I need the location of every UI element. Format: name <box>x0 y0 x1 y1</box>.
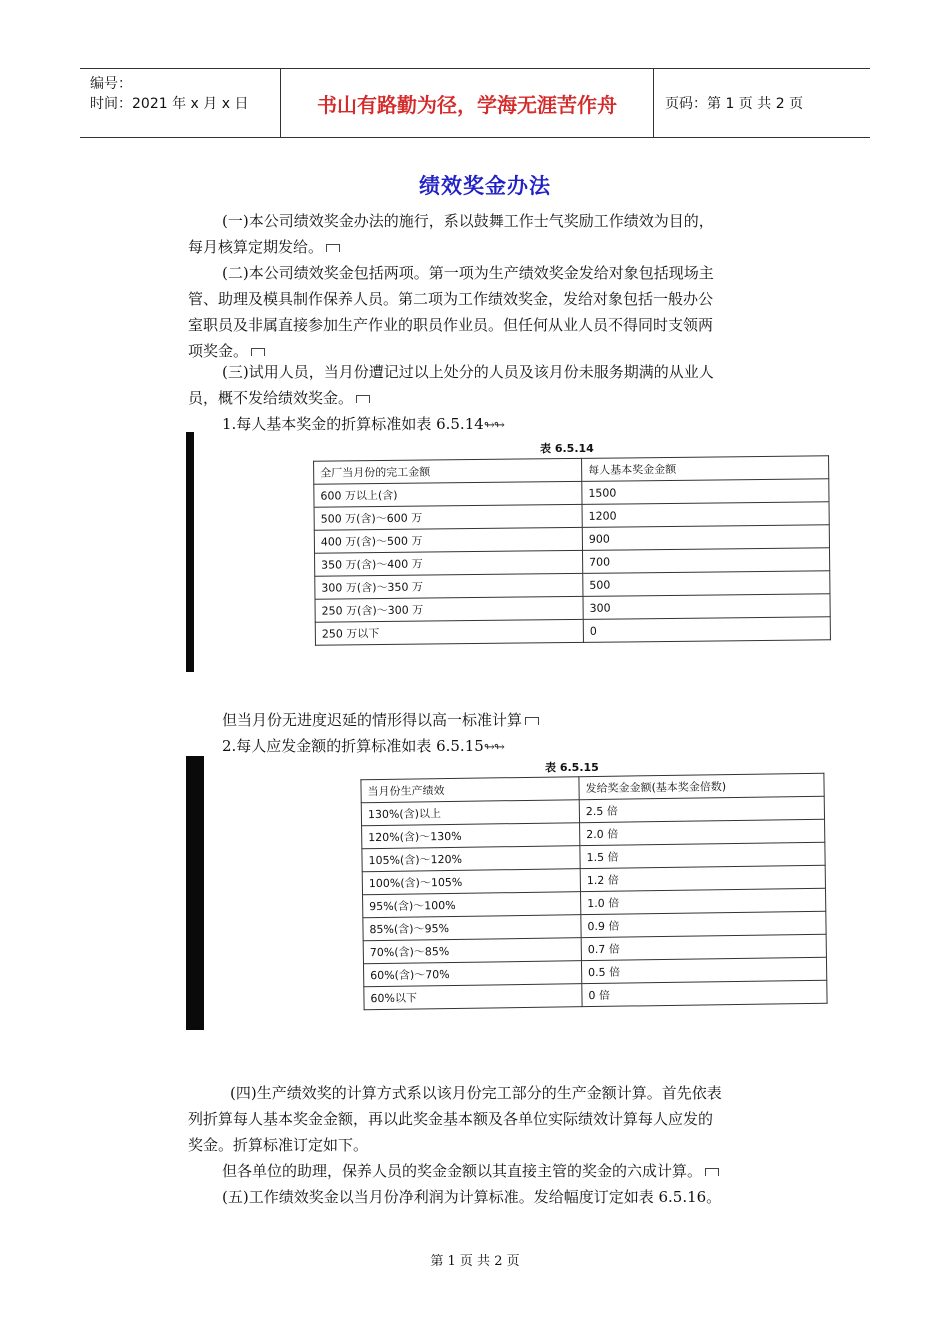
table-cell: 300 <box>583 594 830 620</box>
table-cell: 0 <box>583 617 830 643</box>
table-cell: 1.5 倍 <box>580 842 825 868</box>
table-cell: 500 万(含)～600 万 <box>314 504 582 530</box>
table-header-cell: 当月份生产绩效 <box>361 777 579 803</box>
paragraph-mark-icon <box>525 717 539 725</box>
table-cell: 1500 <box>582 479 829 505</box>
table-cell: 600 万以上(含) <box>314 481 582 507</box>
table-cell: 0.5 倍 <box>581 957 826 983</box>
table-cell: 130%(含)以上 <box>361 800 579 826</box>
doc-number-label: 编号： <box>90 76 132 92</box>
table1-caption: 表 6.5.14 <box>540 442 594 455</box>
table-header-cell: 每人基本奖金金额 <box>582 456 829 482</box>
table-cell: 0.9 倍 <box>581 911 826 937</box>
p1-line2-wrap <box>188 234 788 260</box>
table-cell: 250 万(含)～300 万 <box>315 596 583 622</box>
table2-caption: 表 6.5.15 <box>545 761 599 774</box>
p2-line2: 管、助理及模具制作保养人员。第二项为工作绩效奖金，发给对象包括一般办公 <box>188 290 714 308</box>
p4-line3: 奖金。折算标准订定如下。 <box>188 1136 369 1154</box>
note1-text: 但当月份无进度迟延的情形得以高一标准计算 <box>222 711 523 729</box>
p2-line4: 项奖金。 <box>188 342 249 360</box>
header-motto: 书山有路勤为径，学海无涯苦作舟 <box>280 69 654 137</box>
item1-wrap <box>188 411 788 439</box>
p2-line3: 室职员及非属直接参加生产作业的职员作业员。但任何从业人员不得同时支领两 <box>188 316 714 334</box>
p1-line2: 每月核算定期发给。 <box>188 238 324 256</box>
table-cell: 250 万以下 <box>315 619 583 645</box>
table-header-cell: 发给奖金金额(基本奖金倍数) <box>579 773 824 799</box>
table-cell: 100%(含)～105% <box>362 869 580 895</box>
table-6-5-14 <box>313 455 831 645</box>
item2-text: 2.每人应发金额的折算标准如表 6.5.15 <box>222 737 484 755</box>
page-header <box>80 68 870 138</box>
table-cell: 0.7 倍 <box>581 934 826 960</box>
p2-line1: (二)本公司绩效奖金包括两项。第一项为生产绩效奖金发给对象包括现场主 <box>222 264 714 282</box>
item2-wrap <box>188 733 788 761</box>
scan-edge-bar <box>186 756 204 1030</box>
item1-text: 1.每人基本奖金的折算标准如表 6.5.14 <box>222 415 484 433</box>
table-cell: 105%(含)～120% <box>362 846 580 872</box>
doc-title: 绩效奖金办法 <box>419 173 551 198</box>
p4-note: 但各单位的助理，保养人员的奖金金额以其直接主管的奖金的六成计算。 <box>222 1162 703 1180</box>
p3-line2: 员，概不发给绩效奖金。 <box>188 389 354 407</box>
p5-line1: (五)工作绩效奖金以当月份净利润为计算标准。发给幅度订定如表 6.5.16。 <box>222 1188 722 1206</box>
header-meta <box>80 69 280 137</box>
paragraph-mark-icon <box>705 1168 719 1176</box>
table-cell: 500 <box>583 571 830 597</box>
table-6-5-15 <box>360 773 827 1010</box>
paragraph-mark-icon <box>326 244 340 252</box>
scan-edge-bar <box>186 432 194 672</box>
table-cell: 1200 <box>582 502 829 528</box>
note1-wrap <box>188 707 788 733</box>
link-marks-icon: ↬↬ <box>483 740 504 755</box>
p3-line2-wrap <box>188 385 788 411</box>
p1-line1: (一)本公司绩效奖金办法的施行，系以鼓舞工作士气奖励工作绩效为目的， <box>222 212 714 230</box>
table-row <box>315 617 830 645</box>
table-cell: 60%以下 <box>364 984 582 1010</box>
page-footer: 第 1 页 共 2 页 <box>430 1254 520 1269</box>
table-cell: 400 万(含)～500 万 <box>314 527 582 553</box>
p4-line2: 列折算每人基本奖金金额，再以此奖金基本额及各单位实际绩效计算每人应发的 <box>188 1110 714 1128</box>
table-cell: 60%(含)～70% <box>363 961 581 987</box>
section-1 <box>188 208 788 260</box>
table-cell: 70%(含)～85% <box>363 938 581 964</box>
paragraph-mark-icon <box>356 395 370 403</box>
section-3 <box>188 359 788 439</box>
table-cell: 2.5 倍 <box>579 796 824 822</box>
table-cell: 1.2 倍 <box>580 865 825 891</box>
table-header-cell: 全厂当月份的完工金额 <box>314 458 582 484</box>
section-2 <box>188 260 788 364</box>
table-cell: 120%(含)～130% <box>362 823 580 849</box>
table-cell: 350 万(含)～400 万 <box>315 550 583 576</box>
p3-line1: (三)试用人员，当月份遭记过以上处分的人员及该月份未服务期满的从业人 <box>222 363 714 381</box>
table-cell: 700 <box>582 548 829 574</box>
header-page-label: 页码：第 1 页 共 2 页 <box>665 96 804 112</box>
table-cell: 2.0 倍 <box>580 819 825 845</box>
table-cell: 95%(含)～100% <box>363 892 581 918</box>
table-cell: 300 万(含)～350 万 <box>315 573 583 599</box>
paragraph-mark-icon <box>251 348 265 356</box>
section-table-notes <box>188 707 788 761</box>
table-cell: 900 <box>582 525 829 551</box>
link-marks-icon: ↬↬ <box>483 418 504 433</box>
p4-note-wrap <box>188 1158 788 1184</box>
table-cell: 85%(含)～95% <box>363 915 581 941</box>
table-cell: 0 倍 <box>582 980 827 1006</box>
table-cell: 1.0 倍 <box>581 888 826 914</box>
section-4 <box>188 1080 788 1210</box>
p4-line1: (四)生产绩效奖的计算方式系以该月份完工部分的生产金额计算。首先依表 <box>230 1084 722 1102</box>
doc-time-label: 时间：2021 年 x 月 x 日 <box>90 96 249 112</box>
